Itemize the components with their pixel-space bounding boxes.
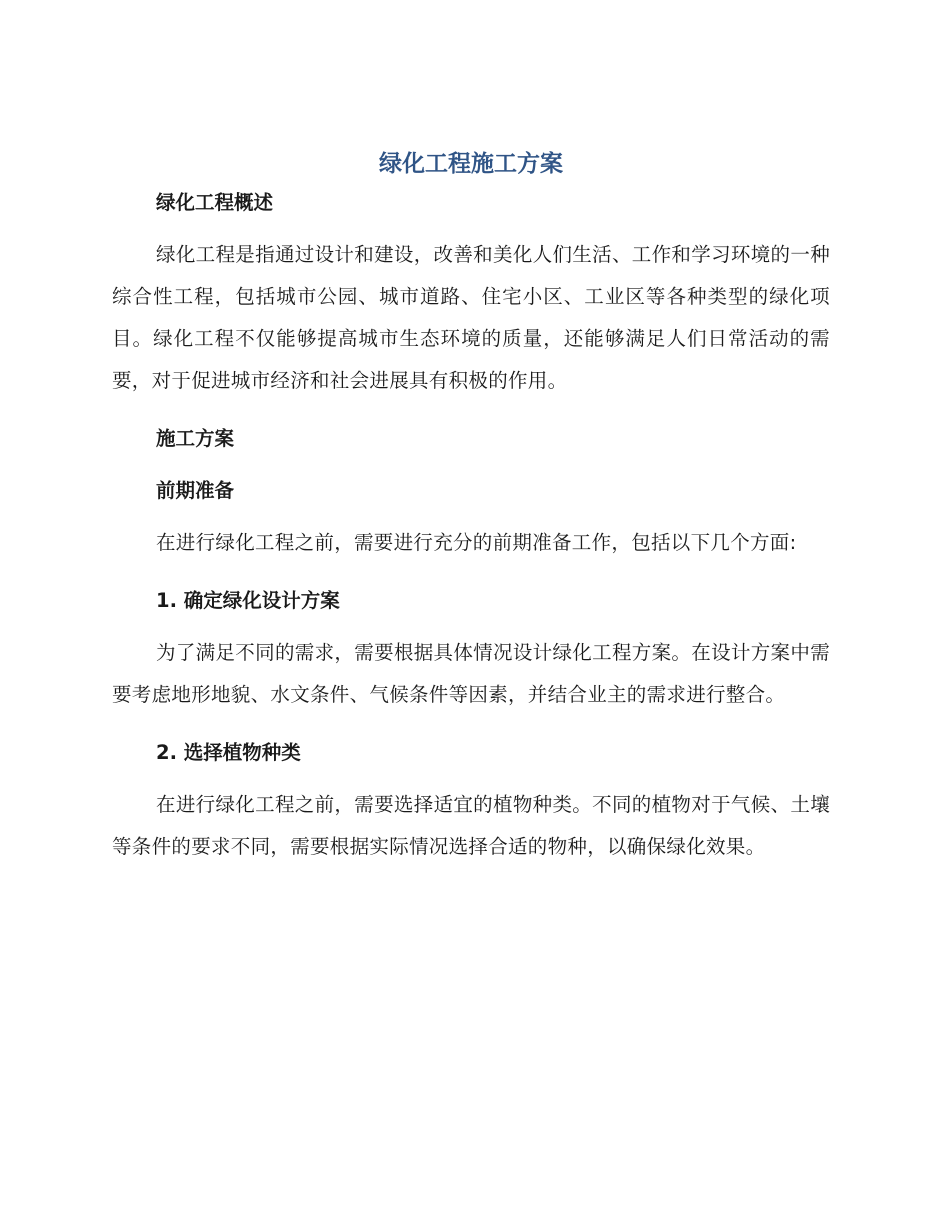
section-heading-item1: 1. 确定绿化设计方案 [156,589,340,612]
section-heading-prep: 前期准备 [156,479,235,502]
section-heading-plan: 施工方案 [156,427,235,450]
paragraph-overview: 绿化工程是指通过设计和建设，改善和美化人们生活、工作和学习环境的一种综合性工程，包括城市公园、城市道路、住宅小区、工业区等各种类型的绿化项目。绿化工程不仅能够提高城市生态环境的质量，还能够满足人们日常活动的需要，对于促进城市经济和社会进展具有积极的作用。 [112,243,830,392]
paragraph-item2: 在进行绿化工程之前，需要选择适宜的植物种类。不同的植物对于气候、土壤等条件的要求不同，需要根据实际情况选择合适的物种，以确保绿化效果。 [112,793,830,858]
document-title: 绿化工程施工方案 [379,151,563,177]
document-page [112,146,830,868]
section-heading-overview: 绿化工程概述 [156,191,274,214]
paragraph-prep: 在进行绿化工程之前，需要进行充分的前期准备工作，包括以下几个方面: [156,531,797,554]
paragraph-item1: 为了满足不同的需求，需要根据具体情况设计绿化工程方案。在设计方案中需要考虑地形地貌、水文条件、气候条件等因素，并结合业主的需求进行整合。 [112,641,830,706]
section-heading-item2: 2. 选择植物种类 [156,741,301,764]
